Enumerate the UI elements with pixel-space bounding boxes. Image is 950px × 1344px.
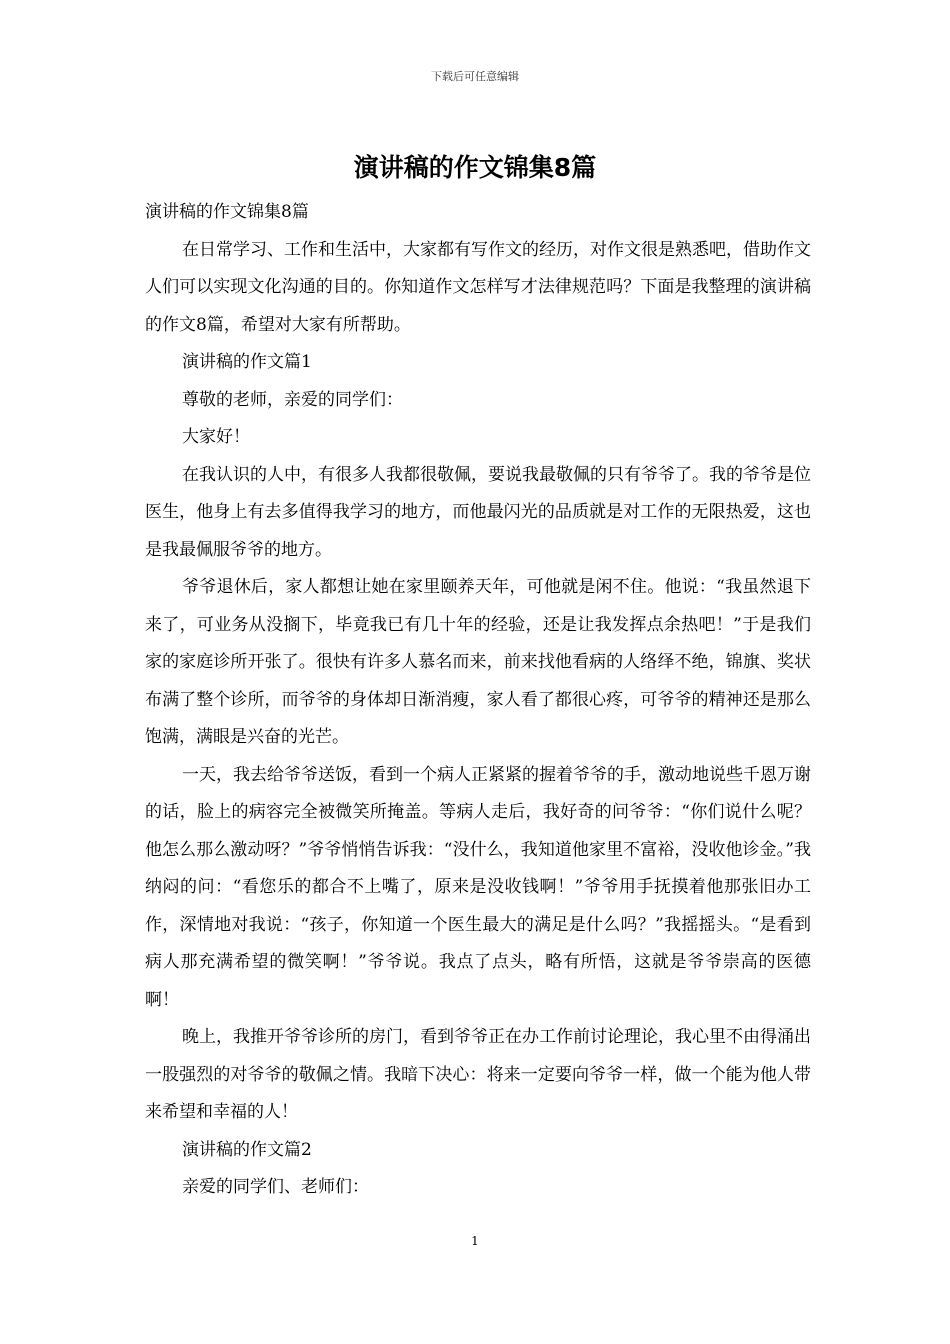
salutation: 尊敬的老师，亲爱的同学们： — [182, 389, 403, 410]
body-paragraph: 一天，我去给爷爷送饭，看到一个病人正紧紧的握着爷爷的手，激动地说些千恩万谢的话，脸上的病容完全被微笑所掩盖。等病人走后，我好奇的问爷爷：“你们说什么呢？他怎么那么激动呀？”爷爷悄悄告诉我：“没什么，我知道他家里不富裕，没收他诊金。”我纳闷的问：“看您乐的都合不上嘴了，原来是没收钱啊！”爷爷用手抚摸着他那张旧办工作，深情地对我说：“孩子，你知道一个医生最大的满足是什么吗？”我摇摇头。“是看到病人那充满希望的微笑啊！”爷爷说。我点了点头，略有所悟，这就是爷爷崇高的医德啊！ — [145, 764, 811, 1010]
subtitle-paragraph: 演讲稿的作文锦集8篇 — [145, 202, 309, 222]
document-title: 演讲稿的作文锦集8篇 — [353, 153, 597, 182]
intro-paragraph: 在日常学习、工作和生活中，大家都有写作文的经历，对作文很是熟悉吧，借助作文人们可以实现文化沟通的目的。你知道作文怎样写才法律规范吗？下面是我整理的演讲稿的作文8篇，希望对大家有所帮助。 — [145, 239, 811, 335]
greeting: 大家好！ — [182, 427, 250, 447]
section-heading-2: 演讲稿的作文篇2 — [182, 1139, 312, 1160]
page-header-note: 下载后可任意编辑 — [431, 70, 519, 83]
section-heading-1: 演讲稿的作文篇1 — [182, 352, 312, 372]
body-paragraph: 晚上，我推开爷爷诊所的房门，看到爷爷正在办工作前讨论理论，我心里不由得涌出一股强烈的对爷爷的敬佩之情。我暗下决心：将来一定要向爷爷一样，做一个能为他人带来希望和幸福的人！ — [145, 1027, 811, 1122]
document-body — [145, 194, 811, 1207]
page-number: 1 — [471, 1234, 479, 1248]
body-paragraph: 在我认识的人中，有很多人我都很敬佩，要说我最敬佩的只有爷爷了。我的爷爷是位医生，他身上有去多值得我学习的地方，而他最闪光的品质就是对工作的无限热爱，这也是我最佩服爷爷的地方。 — [145, 464, 811, 560]
salutation: 亲爱的同学们、老师们： — [182, 1177, 369, 1197]
body-paragraph: 爷爷退休后，家人都想让她在家里颐养天年，可他就是闲不住。他说：“我虽然退下来了，可业务从没搁下，毕竟我已有几十年的经验，还是让我发挥点余热吧！”于是我们家的家庭诊所开张了。很快有许多人慕名而来，前来找他看病的人络绎不绝，锦旗、奖状布满了整个诊所，而爷爷的身体却日渐消瘦，家人看了都很心疼，可爷爷的精神还是那么饱满，满眼是兴奋的光芒。 — [145, 577, 811, 747]
